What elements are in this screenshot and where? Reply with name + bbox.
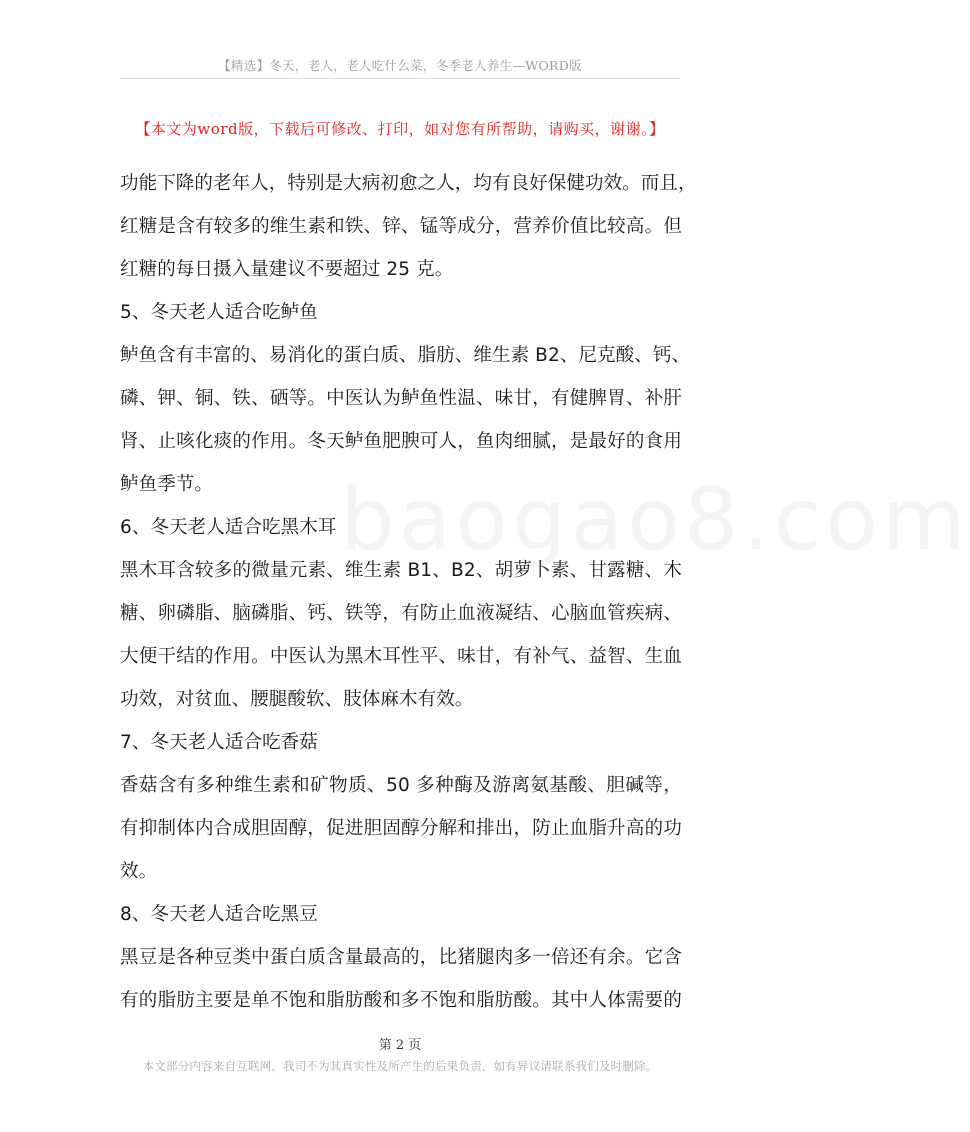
- body-text-line: 功效，对贫血、腰腿酸软、肢体麻木有效。: [120, 689, 474, 710]
- body-text-line: 香菇含有多种维生素和矿物质、50 多种酶及游离氨基酸、胆碱等，: [120, 775, 682, 796]
- body-text-line: 磷、钾、铜、铁、硒等。中医认为鲈鱼性温、味甘，有健脾胃、补肝: [120, 388, 682, 409]
- watermark-text: baogao8.com: [340, 470, 970, 570]
- body-text-line: 功能下降的老年人，特别是大病初愈之人，均有良好保健功效。而且，: [120, 173, 697, 194]
- body-text-line: 大便干结的作用。中医认为黑木耳性平、味甘，有补气、益智、生血: [120, 646, 682, 667]
- body-text-line: 糖、卵磷脂、脑磷脂、钙、铁等，有防止血液凝结、心脑血管疾病、: [120, 603, 682, 624]
- body-text-line: 有抑制体内合成胆固醇，促进胆固醇分解和排出，防止血脂升高的功: [120, 818, 682, 839]
- body-text-line: 红糖是含有较多的维生素和铁、锌、锰等成分，营养价值比较高。但: [120, 216, 682, 237]
- document-body: [120, 162, 697, 1022]
- body-text-line: 肾、止咳化痰的作用。冬天鲈鱼肥腴可人，鱼肉细腻，是最好的食用: [120, 431, 682, 452]
- body-text-line: 8、冬天老人适合吃黑豆: [120, 904, 318, 925]
- header-divider: [120, 78, 680, 79]
- body-text-line: 6、冬天老人适合吃黑木耳: [120, 517, 337, 538]
- body-text-line: 红糖的每日摄入量建议不要超过 25 克。: [120, 259, 454, 280]
- body-text-line: 黑豆是各种豆类中蛋白质含量最高的，比猪腿肉多一倍还有余。它含: [120, 947, 682, 968]
- body-text-line: 5、冬天老人适合吃鲈鱼: [120, 302, 318, 323]
- body-text-line: 有的脂肪主要是单不饱和脂肪酸和多不饱和脂肪酸。其中人体需要的: [120, 990, 682, 1011]
- page-header: 【精选】冬天，老人，老人吃什么菜，冬季老人养生—WORD版: [218, 58, 582, 73]
- body-text-line: 鲈鱼季节。: [120, 474, 214, 495]
- body-text-line: 黑木耳含较多的微量元素、维生素 B1、B2、胡萝卜素、甘露糖、木: [120, 560, 682, 581]
- download-notice: 【本文为word版，下载后可修改、打印，如对您有所帮助，请购买，谢谢。】: [135, 120, 665, 138]
- body-text-line: 7、冬天老人适合吃香菇: [120, 732, 318, 753]
- page-number: 第 2 页: [378, 1038, 422, 1053]
- page-footer-disclaimer: 本文部分内容来自互联网，我司不为其真实性及所产生的后果负责，如有异议请联系我们及时删除。: [142, 1059, 658, 1073]
- body-text-line: 鲈鱼含有丰富的、易消化的蛋白质、脂肪、维生素 B2、尼克酸、钙、: [120, 345, 691, 366]
- body-text-line: 效。: [120, 861, 158, 882]
